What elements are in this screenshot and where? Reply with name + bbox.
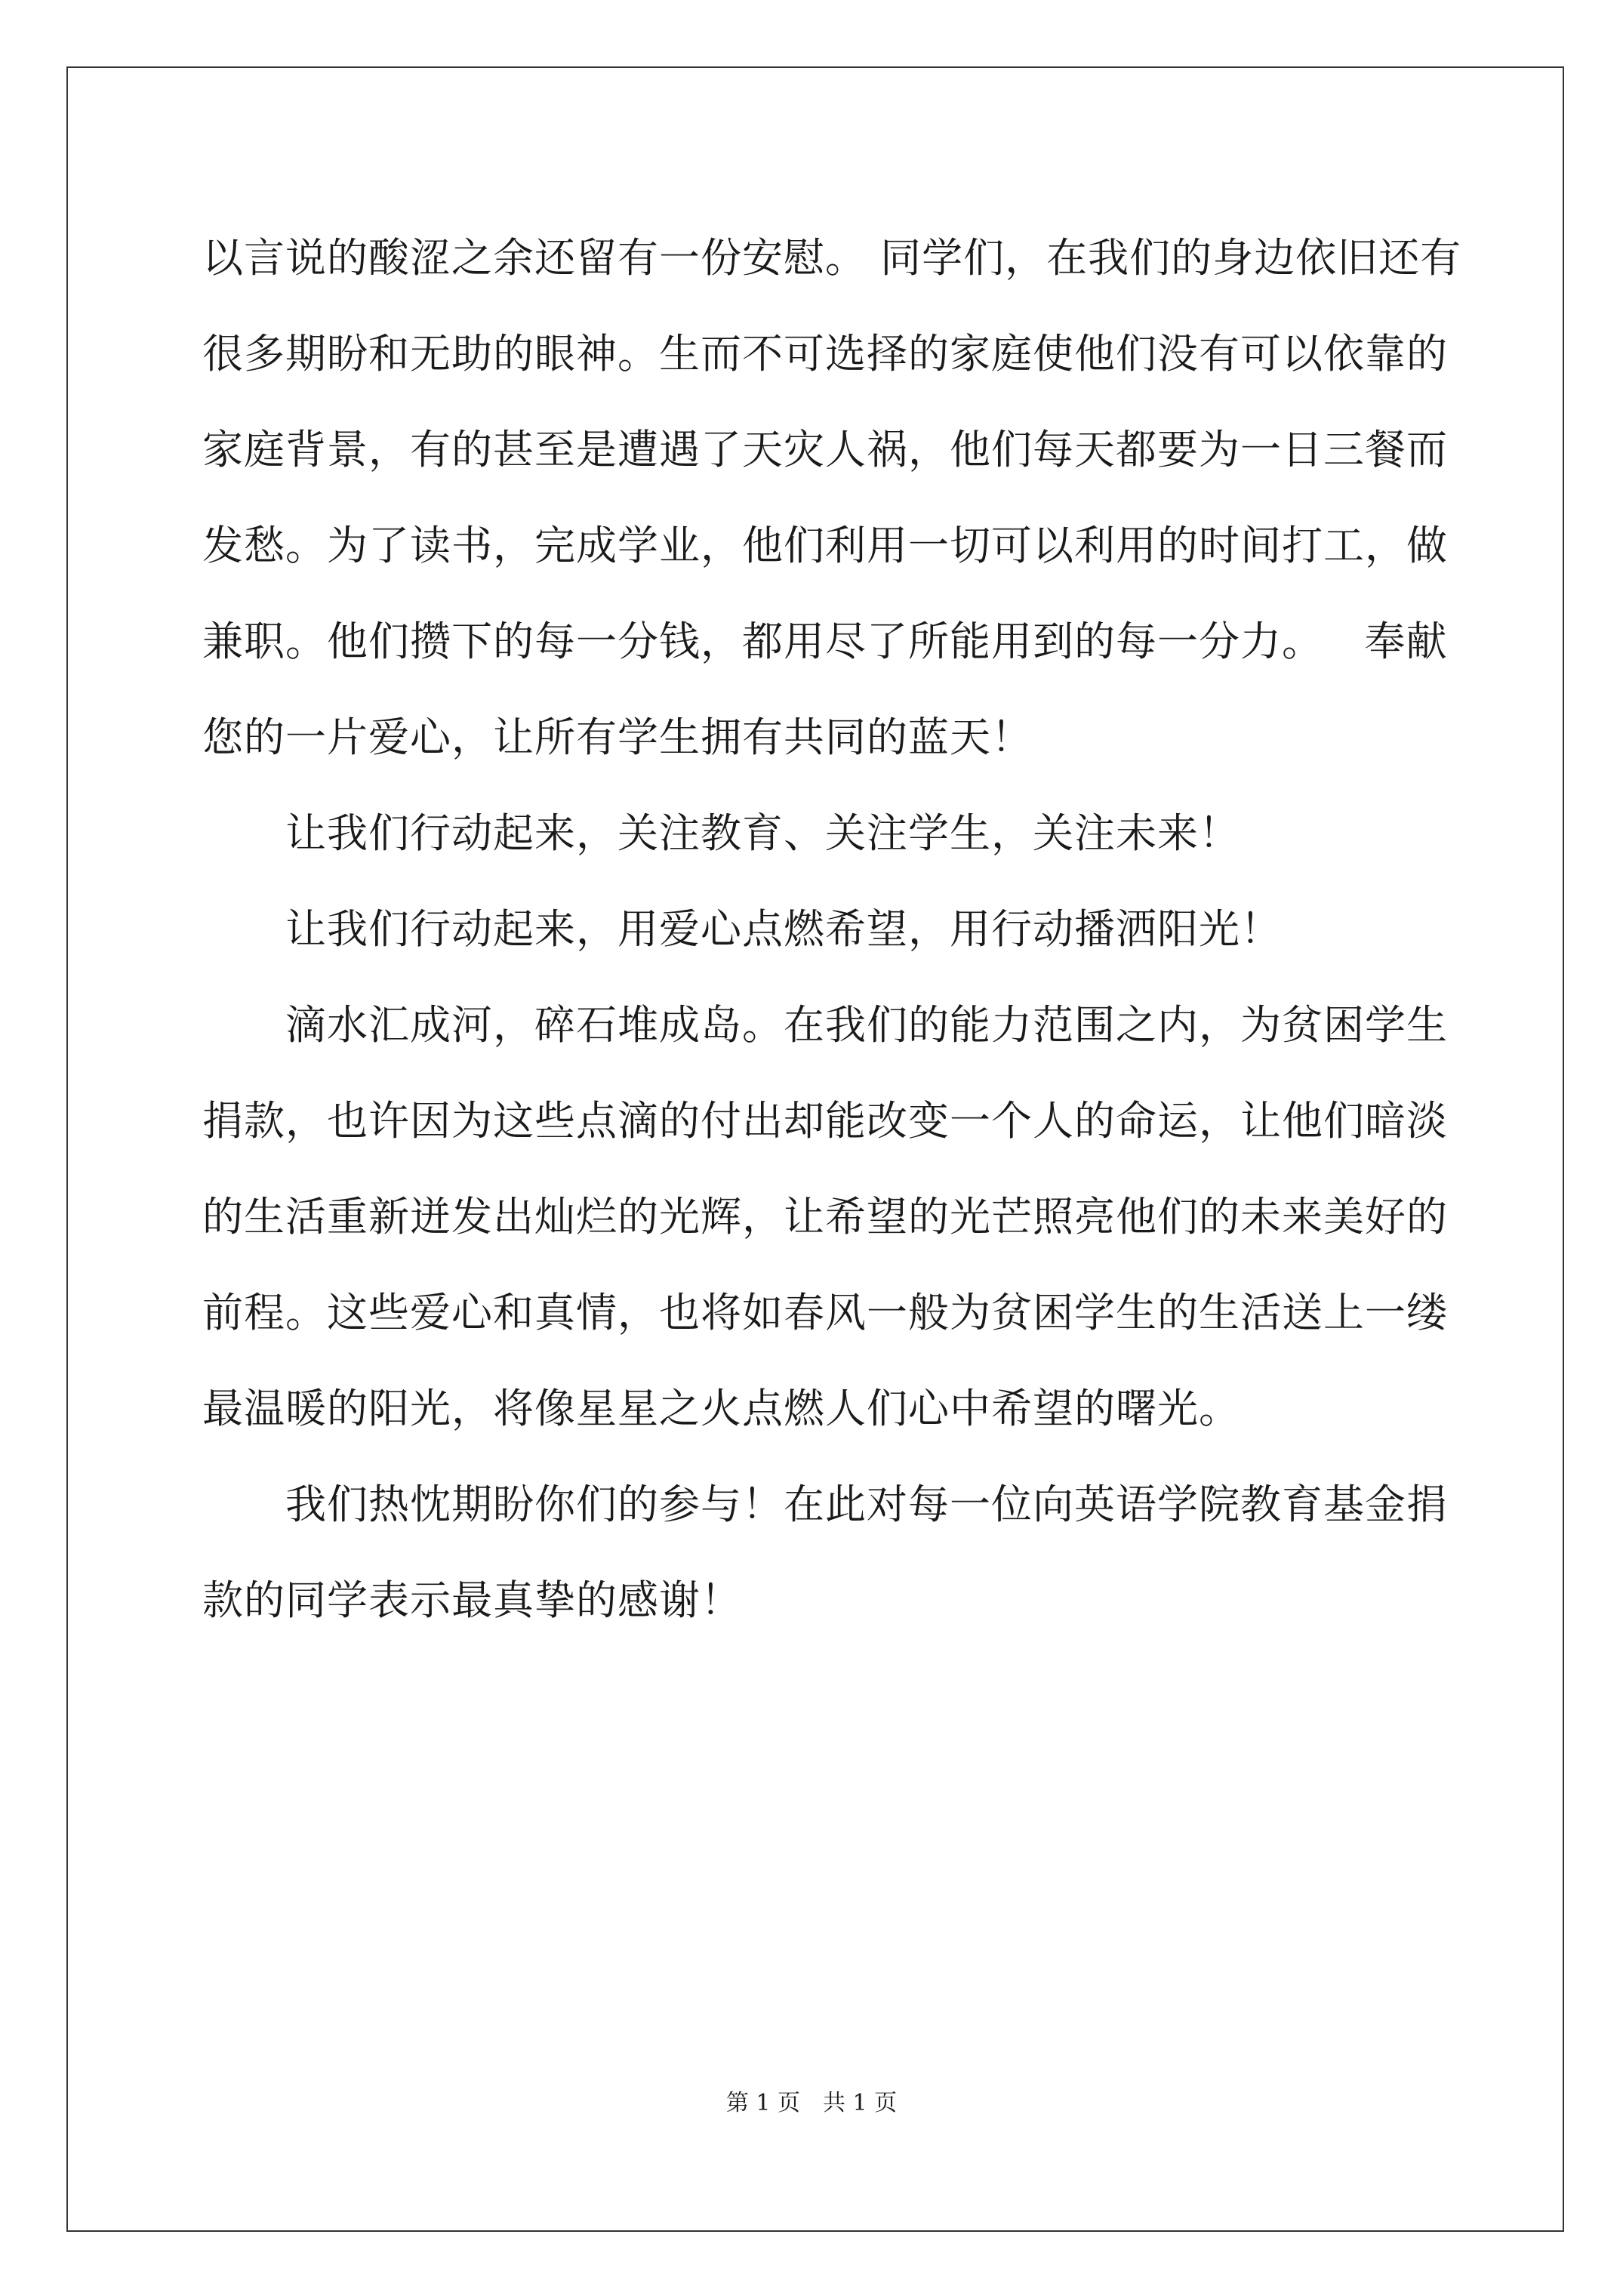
page-number-footer: 第 1 页 共 1 页	[725, 2090, 898, 2116]
text-line: 最温暖的阳光，将像星星之火点燃人们心中希望的曙光。	[202, 1385, 1240, 1432]
paragraph-line: 滴水汇成河，碎石堆成岛。在我们的能力范围之内，为贫困学生	[285, 1001, 1448, 1049]
text-line: 捐款，也许因为这些点滴的付出却能改变一个人的命运，让他们暗淡	[202, 1097, 1448, 1145]
text-line: 前程。这些爱心和真情，也将如春风一般为贫困学生的生活送上一缕	[202, 1289, 1448, 1336]
text-line: 发愁。为了读书，完成学业，他们利用一切可以利用的时间打工，做	[202, 522, 1448, 569]
document-body	[202, 210, 1462, 1648]
text-line: 很多期盼和无助的眼神。生而不可选择的家庭使他们没有可以依靠的	[202, 330, 1448, 378]
paragraph-line: 我们热忱期盼你们的参与！在此对每一位向英语学院教育基金捐	[285, 1481, 1448, 1528]
paragraph-line: 让我们行动起来，用爱心点燃希望，用行动播洒阳光！	[285, 905, 1282, 953]
text-line: 的生活重新迸发出灿烂的光辉，让希望的光芒照亮他们的未来美好的	[202, 1193, 1448, 1240]
paragraph-line: 让我们行动起来，关注教育、关注学生，关注未来！	[285, 809, 1240, 857]
text-line: 以言说的酸涩之余还留有一份安慰。 同学们，在我们的身边依旧还有	[202, 234, 1462, 282]
text-line: 家庭背景，有的甚至是遭遇了天灾人祸，他们每天都要为一日三餐而	[202, 426, 1448, 473]
text-line: 款的同学表示最真挚的感谢！	[202, 1576, 742, 1624]
text-line: 兼职。他们攒下的每一分钱，都用尽了所能用到的每一分力。 奉献	[202, 618, 1448, 665]
text-line: 您的一片爱心，让所有学生拥有共同的蓝天！	[202, 713, 1033, 761]
